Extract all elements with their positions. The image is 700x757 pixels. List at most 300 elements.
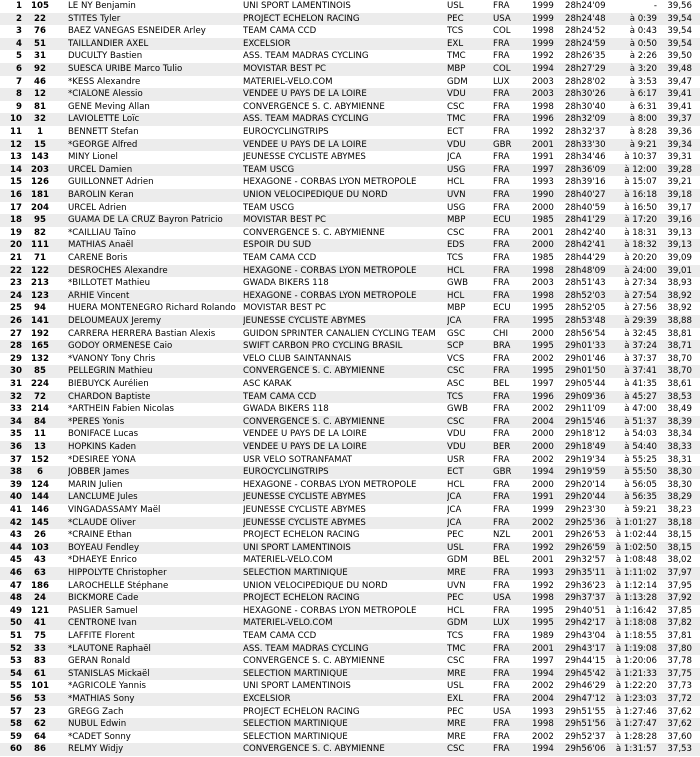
gap-cell: à 51:37: [624, 416, 657, 427]
speed-cell: 39,28: [667, 164, 692, 175]
rank-cell: 31: [10, 379, 22, 389]
rider-name-cell: HIPPOLYTE Christopher: [68, 568, 167, 578]
time-cell: 29h45'42: [565, 668, 606, 679]
nationality-cell: FRA: [493, 643, 510, 654]
bib-cell: 43: [34, 555, 46, 566]
nationality-cell: FRA: [493, 114, 510, 125]
birth-year-cell: 2001: [532, 139, 554, 150]
time-cell: 29h43'17: [565, 643, 606, 654]
time-cell: 29h44'15: [565, 656, 606, 667]
bib-cell: 6: [37, 467, 43, 478]
speed-cell: 39,34: [667, 139, 692, 150]
team-code-cell: CSC: [447, 416, 465, 427]
team-name-cell: HEXAGONE - CORBAS LYON METROPOLE: [243, 290, 417, 301]
birth-year-cell: 1995: [532, 366, 554, 377]
table-row: [0, 554, 700, 567]
team-name-cell: JEUNESSE CYCLISTE ABYMES: [243, 517, 366, 528]
table-row: [0, 491, 700, 504]
bib-cell: 46: [34, 76, 46, 87]
table-row: [0, 479, 700, 492]
gap-cell: à 32:45: [624, 328, 657, 339]
speed-cell: 38,92: [667, 303, 692, 314]
time-cell: 28h24'48: [565, 13, 606, 24]
table-row: [0, 529, 700, 542]
time-cell: 28h28'02: [565, 76, 606, 87]
birth-year-cell: 2000: [532, 442, 554, 452]
bib-cell: 41: [34, 618, 46, 629]
speed-cell: 38,15: [667, 542, 692, 553]
time-cell: 28h53'48: [565, 316, 606, 326]
birth-year-cell: 2004: [532, 416, 554, 427]
birth-year-cell: 2003: [532, 89, 554, 100]
rank-cell: 51: [10, 631, 22, 641]
nationality-cell: FRA: [493, 631, 510, 641]
nationality-cell: FRA: [493, 404, 510, 415]
birth-year-cell: 2001: [532, 643, 554, 654]
birth-year-cell: 2003: [532, 278, 554, 289]
nationality-cell: FRA: [493, 694, 510, 704]
speed-cell: 39,54: [667, 38, 692, 49]
gap-cell: à 1:12:14: [615, 580, 657, 591]
rank-cell: 35: [10, 429, 22, 440]
table-row: [0, 239, 700, 252]
bib-cell: 31: [34, 51, 46, 62]
time-cell: 28h24'52: [565, 26, 606, 37]
rider-name-cell: *LAUTONE Raphaël: [68, 643, 151, 654]
rank-cell: 36: [10, 442, 22, 452]
team-name-cell: TEAM CAMA CCD: [243, 26, 317, 37]
bib-cell: 24: [34, 593, 46, 604]
time-cell: 28h27'29: [565, 64, 606, 74]
birth-year-cell: 1985: [532, 215, 554, 226]
nationality-cell: FRA: [493, 152, 510, 163]
nationality-cell: FRA: [493, 391, 510, 402]
table-row: [0, 731, 700, 744]
time-cell: 29h52'37: [565, 731, 606, 742]
nationality-cell: FRA: [493, 278, 510, 289]
team-name-cell: ASC KARAK: [243, 379, 292, 389]
time-cell: 28h41'29: [565, 215, 606, 226]
team-code-cell: UVN: [447, 580, 466, 591]
birth-year-cell: 2001: [532, 227, 554, 238]
speed-cell: 37,97: [667, 568, 692, 578]
team-code-cell: CSC: [447, 656, 465, 667]
bib-cell: 94: [34, 303, 46, 314]
rank-cell: 56: [10, 694, 22, 704]
team-name-cell: SELECTION MARTINIQUE: [243, 731, 348, 742]
nationality-cell: BER: [493, 442, 511, 452]
birth-year-cell: 1991: [532, 152, 554, 163]
gap-cell: à 18:32: [624, 240, 657, 251]
speed-cell: 38,70: [667, 366, 692, 377]
table-row: [0, 743, 700, 756]
team-code-cell: VDU: [447, 442, 466, 452]
rider-name-cell: CHARDON Baptiste: [68, 391, 151, 402]
speed-cell: 38,70: [667, 353, 692, 364]
table-row: [0, 101, 700, 114]
time-cell: 28h42'41: [565, 240, 606, 251]
team-name-cell: CONVERGENCE S. C. ABYMIENNE: [243, 227, 385, 238]
rank-cell: 32: [10, 391, 22, 402]
bib-cell: 12: [34, 89, 46, 100]
table-row: [0, 290, 700, 303]
gap-cell: à 45:27: [624, 391, 657, 402]
rider-name-cell: LAROCHELLE Stéphane: [68, 580, 169, 591]
gap-cell: à 6:31: [629, 101, 657, 112]
nationality-cell: FRA: [493, 517, 510, 528]
speed-cell: 39,48: [667, 64, 692, 74]
rider-name-cell: GUAMA DE LA CRUZ Bayron Patricio: [68, 215, 223, 226]
table-row: [0, 668, 700, 681]
team-code-cell: HCL: [447, 265, 465, 276]
time-cell: 29h18'49: [565, 442, 606, 452]
gap-cell: à 1:13:28: [615, 593, 657, 604]
rank-cell: 1: [16, 1, 22, 11]
gap-cell: à 10:37: [624, 152, 657, 163]
team-code-cell: PEC: [447, 530, 464, 541]
bib-cell: 121: [31, 605, 49, 616]
speed-cell: 39,37: [667, 114, 692, 125]
rank-cell: 43: [10, 530, 22, 541]
team-code-cell: USL: [447, 542, 464, 553]
rank-cell: 30: [10, 366, 22, 377]
team-code-cell: MRE: [447, 731, 466, 742]
team-code-cell: VDU: [447, 89, 466, 100]
rank-cell: 44: [10, 542, 22, 553]
team-name-cell: JEUNESSE CYCLISTE ABYMES: [243, 316, 366, 326]
bib-cell: 126: [31, 177, 49, 188]
time-cell: 29h15'46: [565, 416, 606, 427]
birth-year-cell: 2002: [532, 681, 554, 692]
nationality-cell: FRA: [493, 366, 510, 377]
speed-cell: 37,80: [667, 643, 692, 654]
team-name-cell: HEXAGONE - CORBAS LYON METROPOLE: [243, 265, 417, 276]
table-row: [0, 517, 700, 530]
speed-cell: 38,53: [667, 391, 692, 402]
rider-name-cell: MARIN Julien: [68, 479, 123, 490]
table-row: [0, 718, 700, 731]
rider-name-cell: *CRAINE Ethan: [68, 530, 132, 541]
rank-cell: 42: [10, 517, 22, 528]
birth-year-cell: 1998: [532, 101, 554, 112]
rider-name-cell: HOPKINS Kaden: [68, 442, 137, 452]
gap-cell: à 16:50: [624, 202, 657, 213]
rank-cell: 10: [10, 114, 22, 125]
nationality-cell: USA: [493, 706, 511, 717]
gap-cell: à 27:56: [624, 303, 657, 314]
time-cell: 29h43'04: [565, 631, 606, 641]
birth-year-cell: 1991: [532, 492, 554, 503]
team-name-cell: EXCELSIOR: [243, 694, 291, 704]
gap-cell: à 56:35: [624, 492, 657, 503]
birth-year-cell: 2004: [532, 694, 554, 704]
speed-cell: 38,39: [667, 416, 692, 427]
rank-cell: 34: [10, 416, 22, 427]
table-row: [0, 504, 700, 517]
table-row: [0, 403, 700, 416]
table-row: [0, 164, 700, 177]
team-name-cell: UNI SPORT LAMENTINOIS: [243, 681, 351, 692]
gap-cell: à 1:27:46: [615, 706, 657, 717]
rider-name-cell: SUESCA URIBE Marco Tulio: [68, 64, 183, 74]
gap-cell: à 1:02:50: [615, 542, 657, 553]
rider-name-cell: BOYEAU Fendley: [68, 542, 140, 553]
rider-name-cell: LE NY Benjamin: [68, 1, 136, 11]
table-row: [0, 202, 700, 215]
team-name-cell: VELO CLUB SAINTANNAIS: [243, 353, 352, 364]
rider-name-cell: RELMY Widjy: [68, 744, 124, 755]
birth-year-cell: 1992: [532, 580, 554, 591]
rank-cell: 29: [10, 353, 22, 364]
gap-cell: à 3:20: [629, 64, 657, 74]
team-name-cell: HEXAGONE - CORBAS LYON METROPOLE: [243, 177, 417, 188]
rider-name-cell: *VANONY Tony Chris: [68, 353, 156, 364]
gap-cell: à 0:39: [629, 13, 657, 24]
table-row: [0, 151, 700, 164]
table-row: [0, 617, 700, 630]
birth-year-cell: 1998: [532, 265, 554, 276]
team-code-cell: PEC: [447, 706, 464, 717]
team-name-cell: ASS. TEAM MADRAS CYCLING: [243, 114, 369, 125]
gap-cell: à 24:00: [624, 265, 657, 276]
rank-cell: 49: [10, 605, 22, 616]
nationality-cell: FRA: [493, 265, 510, 276]
gap-cell: à 47:00: [624, 404, 657, 415]
team-code-cell: GDM: [447, 76, 468, 87]
time-cell: 29h46'29: [565, 681, 606, 692]
rider-name-cell: GENE Meving Allan: [68, 101, 150, 112]
speed-cell: 39,41: [667, 89, 692, 100]
bib-cell: 64: [34, 731, 46, 742]
nationality-cell: FRA: [493, 290, 510, 301]
birth-year-cell: 1992: [532, 51, 554, 62]
rank-cell: 58: [10, 719, 22, 730]
team-code-cell: GDM: [447, 555, 468, 566]
nationality-cell: USA: [493, 593, 511, 604]
team-name-cell: HEXAGONE - CORBAS LYON METROPOLE: [243, 605, 417, 616]
gap-cell: à 27:54: [624, 290, 657, 301]
speed-cell: 38,29: [667, 492, 692, 503]
rider-name-cell: *AGRICOLE Yannis: [68, 681, 146, 692]
birth-year-cell: 1998: [532, 719, 554, 730]
team-code-cell: MBP: [447, 64, 466, 74]
birth-year-cell: 1994: [532, 744, 554, 755]
birth-year-cell: 1998: [532, 593, 554, 604]
bib-cell: 53: [34, 694, 46, 704]
bib-cell: 32: [34, 114, 46, 125]
bib-cell: 72: [34, 391, 46, 402]
table-row: [0, 630, 700, 643]
nationality-cell: FRA: [493, 454, 510, 465]
rider-name-cell: *KESS Alexandre: [68, 76, 141, 87]
team-code-cell: USG: [447, 202, 466, 213]
gap-cell: à 0:43: [629, 26, 657, 37]
birth-year-cell: 1994: [532, 64, 554, 74]
nationality-cell: FRA: [493, 668, 510, 679]
gap-cell: à 29:39: [624, 316, 657, 326]
rank-cell: 25: [10, 303, 22, 314]
team-name-cell: MATERIEL-VELO.COM: [243, 618, 333, 629]
time-cell: 28h42'40: [565, 227, 606, 238]
gap-cell: à 54:40: [624, 442, 657, 452]
nationality-cell: FRA: [493, 38, 510, 49]
birth-year-cell: 1989: [532, 631, 554, 641]
table-row: [0, 428, 700, 441]
rider-name-cell: VINGADASSAMY Maël: [68, 505, 161, 515]
birth-year-cell: 1995: [532, 341, 554, 352]
nationality-cell: FRA: [493, 605, 510, 616]
table-row: [0, 25, 700, 38]
rider-name-cell: NUBUL Edwin: [68, 719, 127, 730]
rider-name-cell: *DHAEYE Enrico: [68, 555, 137, 566]
table-row: [0, 214, 700, 227]
team-code-cell: HCL: [447, 290, 465, 301]
table-row: [0, 113, 700, 126]
team-name-cell: UNI SPORT LAMENTINOIS: [243, 1, 351, 11]
nationality-cell: FRA: [493, 744, 510, 755]
rank-cell: 55: [10, 681, 22, 692]
team-name-cell: UNION VELOCIPEDIQUE DU NORD: [243, 190, 388, 200]
nationality-cell: FRA: [493, 479, 510, 490]
table-row: [0, 76, 700, 89]
time-cell: 29h35'11: [565, 568, 606, 578]
team-code-cell: ECT: [447, 127, 464, 137]
team-code-cell: TCS: [447, 391, 464, 402]
table-row: [0, 302, 700, 315]
team-name-cell: JEUNESSE CYCLISTE ABYMES: [243, 152, 366, 163]
speed-cell: 39,01: [667, 265, 692, 276]
table-row: [0, 567, 700, 580]
nationality-cell: FRA: [493, 190, 510, 200]
birth-year-cell: 1997: [532, 164, 554, 175]
speed-cell: 38,71: [667, 341, 692, 352]
speed-cell: 39,16: [667, 215, 692, 226]
team-name-cell: JEUNESSE CYCLISTE ABYMES: [243, 505, 366, 515]
table-row: [0, 139, 700, 152]
time-cell: 28h52'05: [565, 303, 606, 314]
nationality-cell: FRA: [493, 101, 510, 112]
nationality-cell: ECU: [493, 303, 511, 314]
nationality-cell: BRA: [493, 341, 511, 352]
team-code-cell: TCS: [447, 631, 464, 641]
table-row: [0, 416, 700, 429]
speed-cell: 39,18: [667, 190, 692, 200]
bib-cell: 213: [31, 278, 49, 289]
time-cell: 28h30'26: [565, 89, 606, 100]
speed-cell: 39,09: [667, 253, 692, 263]
rider-name-cell: URCEL Adrien: [68, 202, 127, 213]
speed-cell: 38,93: [667, 278, 692, 289]
gap-cell: à 1:08:48: [615, 555, 657, 566]
bib-cell: 214: [31, 404, 49, 415]
speed-cell: 38,61: [667, 379, 692, 389]
birth-year-cell: 2002: [532, 731, 554, 742]
speed-cell: 38,23: [667, 505, 692, 515]
nationality-cell: GBR: [493, 139, 512, 150]
birth-year-cell: 1993: [532, 177, 554, 188]
speed-cell: 37,92: [667, 593, 692, 604]
gap-cell: à 1:27:47: [615, 719, 657, 730]
team-code-cell: VCS: [447, 353, 465, 364]
team-name-cell: PROJECT ECHELON RACING: [243, 706, 360, 717]
gap-cell: à 3:53: [629, 76, 657, 87]
nationality-cell: FRA: [493, 177, 510, 188]
time-cell: 29h19'34: [565, 454, 606, 465]
bib-cell: 105: [31, 1, 49, 11]
nationality-cell: FRA: [493, 505, 510, 515]
table-row: [0, 655, 700, 668]
time-cell: 28h33'30: [565, 139, 606, 150]
speed-cell: 38,30: [667, 479, 692, 490]
rank-cell: 11: [10, 127, 22, 137]
team-code-cell: PEC: [447, 593, 464, 604]
nationality-cell: COL: [493, 26, 511, 37]
table-row: [0, 353, 700, 366]
gap-cell: à 55:50: [624, 467, 657, 478]
bib-cell: 23: [34, 706, 46, 717]
gap-cell: à 6:17: [629, 89, 657, 100]
bib-cell: 132: [31, 353, 49, 364]
nationality-cell: FRA: [493, 316, 510, 326]
birth-year-cell: 1996: [532, 391, 554, 402]
bib-cell: 123: [31, 290, 49, 301]
speed-cell: 37,82: [667, 618, 692, 629]
team-code-cell: VDU: [447, 139, 466, 150]
birth-year-cell: 1994: [532, 668, 554, 679]
rank-cell: 6: [16, 64, 22, 74]
birth-year-cell: 2001: [532, 530, 554, 541]
table-row: [0, 88, 700, 101]
time-cell: 28h30'40: [565, 101, 606, 112]
rider-name-cell: *CAILLIAU Taïno: [68, 227, 136, 238]
nationality-cell: FRA: [493, 1, 510, 11]
table-row: [0, 378, 700, 391]
rank-cell: 16: [10, 190, 22, 200]
birth-year-cell: 2002: [532, 404, 554, 415]
speed-cell: 37,62: [667, 719, 692, 730]
time-cell: 28h40'59: [565, 202, 606, 213]
table-row: [0, 580, 700, 593]
rank-cell: 59: [10, 731, 22, 742]
gap-cell: à 1:11:02: [615, 568, 657, 578]
team-code-cell: JCA: [447, 505, 462, 515]
time-cell: 28h36'09: [565, 164, 606, 175]
bib-cell: 26: [34, 530, 46, 541]
bib-cell: 62: [34, 719, 46, 730]
nationality-cell: COL: [493, 64, 511, 74]
gap-cell: à 37:37: [624, 353, 657, 364]
gap-cell: à 1:22:20: [615, 681, 657, 692]
birth-year-cell: 1999: [532, 1, 554, 11]
rank-cell: 38: [10, 467, 22, 478]
team-name-cell: MATERIEL-VELO.COM: [243, 555, 333, 566]
rank-cell: 45: [10, 555, 22, 566]
nationality-cell: FRA: [493, 492, 510, 503]
table-row: [0, 454, 700, 467]
table-row: [0, 466, 700, 479]
rank-cell: 54: [10, 668, 22, 679]
birth-year-cell: 1996: [532, 114, 554, 125]
table-row: [0, 0, 700, 13]
team-code-cell: EXL: [447, 38, 464, 49]
team-name-cell: UNI SPORT LAMENTINOIS: [243, 542, 351, 553]
team-name-cell: VENDEE U PAYS DE LA LOIRE: [243, 429, 367, 440]
nationality-cell: NZL: [493, 530, 511, 541]
table-row: [0, 328, 700, 341]
team-name-cell: MOVISTAR BEST PC: [243, 64, 327, 74]
gap-cell: à 2:26: [629, 51, 657, 62]
bib-cell: 204: [31, 202, 49, 213]
